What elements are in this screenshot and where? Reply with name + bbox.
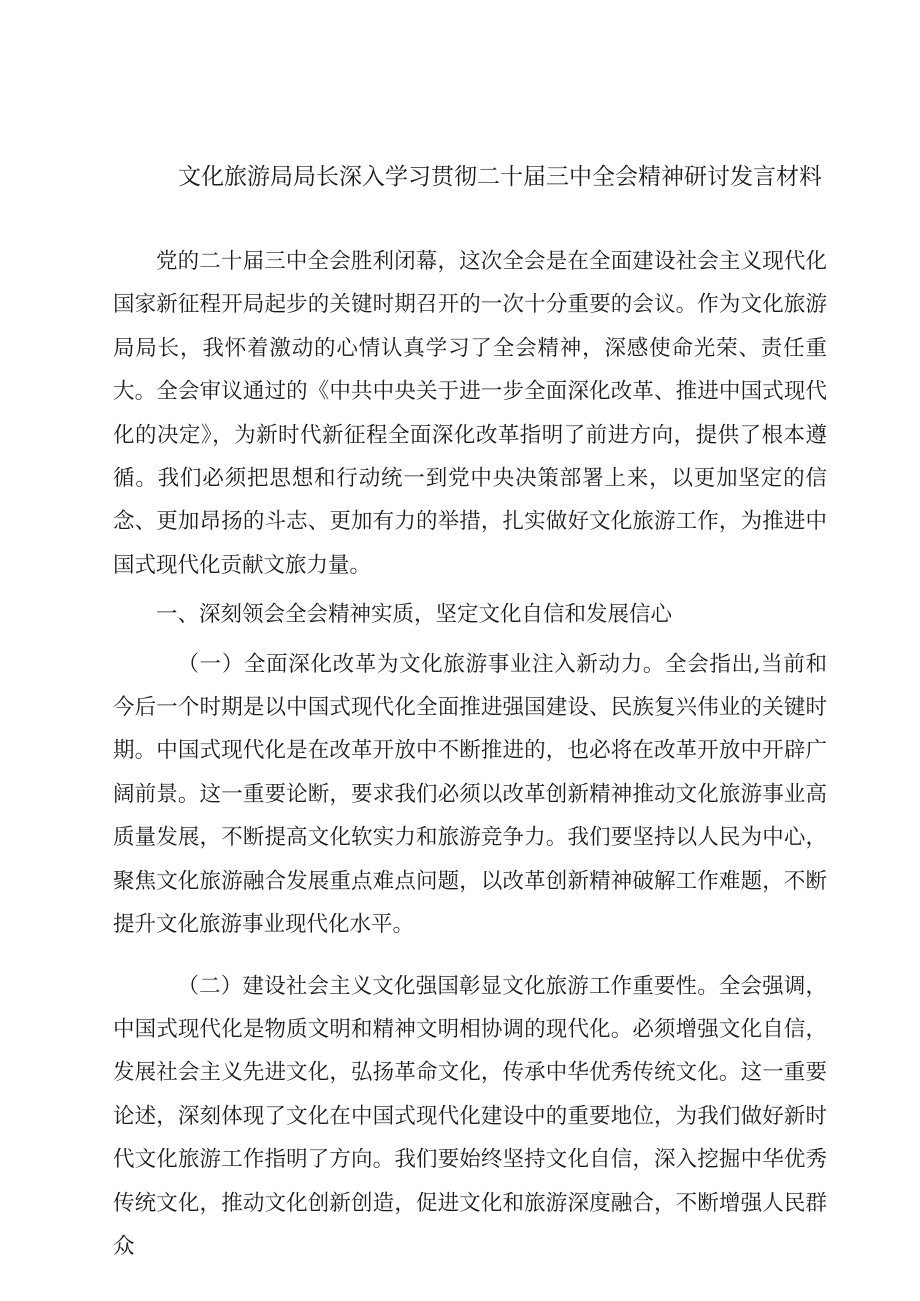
intro-paragraph: 党的二十届三中全会胜利闭幕，这次全会是在全面建设社会主义现代化国家新征程开局起步的关键时期召开的一次十分重要的会议。作为文化旅游局局长，我怀着激动的心情认真学习了全会精神，深感使命光荣、责任重大。全会审议通过的《中共中央关于进一步全面深化改革、推进中国式现代化的决定》，为新时代新征程全面深化改革指明了前进方向，提供了根本遵循。我们必须把思想和行动统一到党中央决策部署上来，以更加坚定的信念、更加昂扬的斗志、更加有力的举措，扎实做好文化旅游工作，为推进中国式现代化贡献文旅力量。 xyxy=(113,249,827,578)
document-title: 文化旅游局局长深入学习贯彻二十届三中全会精神研讨发言材料 xyxy=(178,164,822,190)
subsection-paragraph-1: （一）全面深化改革为文化旅游事业注入新动力。全会指出,当前和今后一个时期是以中国式现代化全面推进强国建设、民族复兴伟业的关键时期。中国式现代化是在改革开放中不断推进的，也必将在改革开放中开辟广阔前景。这一重要论断，要求我们必须以改革创新精神推动文化旅游事业高质量发展，不断提高文化软实力和旅游竞争力。我们要坚持以人民为中心，聚焦文化旅游融合发展重点难点问题，以改革创新精神破解工作难题，不断提升文化旅游事业现代化水平。 xyxy=(113,651,827,938)
subsection-paragraph-2: （二）建设社会主义文化强国彰显文化旅游工作重要性。全会强调，中国式现代化是物质文明和精神文明相协调的现代化。必须增强文化自信，发展社会主义先进文化，弘扬革命文化，传承中华优秀传统文化。这一重要论述，深刻体现了文化在中国式现代化建设中的重要地位，为我们做好新时代文化旅游工作指明了方向。我们要始终坚持文化自信，深入挖掘中华优秀传统文化，推动文化创新创造，促进文化和旅游深度融合，不断增强人民群众 xyxy=(113,973,827,1259)
section-heading-1: 一、深刻领会全会精神实质，坚定文化自信和发展信心 xyxy=(156,602,673,628)
document-body xyxy=(113,240,827,1268)
